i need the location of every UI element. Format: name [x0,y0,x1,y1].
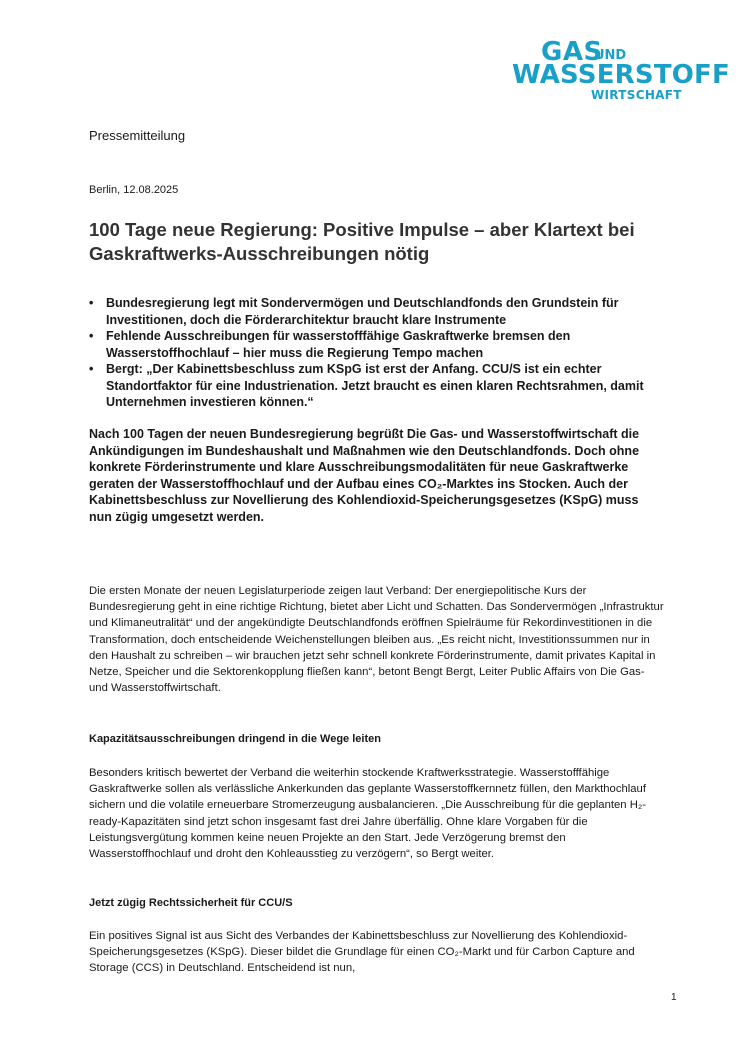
logo-line-wirtschaft: WIRTSCHAFT [591,88,682,102]
company-logo [512,37,730,108]
lead-paragraph: Nach 100 Tagen der neuen Bundesregierung begrüßt Die Gas- und Wasserstoffwirtschaft die Ankündigungen im Bundeshaushalt und Maßnahmen wie den Deutschlandfonds. Doch ohne konkrete Förderinstrumente und klare Ausschreibungsmodalitäten für neue Gaskraftwerke geraten der Wasserstoffhochlauf und der Aufbau eines CO₂-Marktes ins Stocken. Auch der Kabinettsbeschluss zur Novellierung des Kohlendioxid-Speicherungsgesetzes (KSpG) muss nun zügig umgesetzt werden. [89,427,640,524]
key-point: • Bergt: „Der Kabinettsbeschluss zum KSpG ist erst der Anfang. CCU/S ist ein echter Standortfaktor für eine Industrienation. Jetzt braucht es einen klaren Rechtsrahmen, damit Unternehmen investieren können.“ [89,361,669,411]
logo-line-wasserstoff: WASSERSTOFF [512,60,730,90]
key-point: • Fehlende Ausschreibungen für wasserstofffähige Gaskraftwerke bremsen den Wasserstoffhochlauf – hier muss die Regierung Tempo machen [89,328,669,361]
page-title: 100 Tage neue Regierung: Positive Impulse – aber Klartext bei Gaskraftwerks-Ausschreibungen nötig [89,219,635,264]
key-points-list [89,295,669,411]
logo-line-und: UND [594,48,627,63]
section-heading: Kapazitätsausschreibungen dringend in die Wege leiten [89,733,381,745]
logo-line-gas: GAS [541,37,603,67]
date-line: Berlin, 12.08.2025 [89,184,179,196]
body-paragraph: Besonders kritisch bewertet der Verband die weiterhin stockende Kraftwerksstrategie. Wasserstofffähige Gaskraftwerke sollen als verlässliche Ankerkunden das geplante Wasserstoffkernnetz füllen, den Markthochlauf sichern und die volatile erneuerbare Stromerzeugung ausbalancieren. „Die Ausschreibung für die geplanten H₂-ready-Kapazitäten sind jetzt schon insgesamt fast drei Jahre überfällig. Ohne klare Vorgaben für die Leistungsvergütung kommen keine neuen Projekte an den Start. Jede Verzögerung bremst den Wasserstoffhochlauf und droht den Kohleausstieg zu verzögern“, so Bergt weiter. [89,767,647,861]
body-paragraph: Die ersten Monate der neuen Legislaturperiode zeigen laut Verband: Der energiepolitische Kurs der Bundesregierung geht in eine richtige Richtung, bietet aber Licht und Schatten. Das Sondervermögen „Infrastruktur und Klimaneutralität“ und der angekündigte Deutschlandfonds eröffnen Spielräume für Rekordinvestitionen in die Transformation, doch entscheidende Weichenstellungen bleiben aus. „Es reicht nicht, Investitionssummen nur in den Haushalt zu schreiben – wir brauchen jetzt sehr schnell konkrete Förderinstrumente, damit privates Kapital in Netze, Speicher und die Sektorenkopplung fließen kann“, betont Bengt Bergt, Leiter Public Affairs von Die Gas- und Wasserstoffwirtschaft. [89,585,664,695]
page-number: 1 [671,992,677,1003]
document-type: Pressemitteilung [89,128,186,143]
body-paragraph: Ein positives Signal ist aus Sicht des Verbandes der Kabinettsbeschluss zur Novellierung des Kohlendioxid-Speicherungsgesetzes (KSpG). Dieser bildet die Grundlage für einen CO₂-Markt und für Carbon Capture and Storage (CCS) in Deutschland. Entscheidend ist nun, [89,930,635,975]
section-heading: Jetzt zügig Rechtssicherheit für CCU/S [89,897,293,909]
key-point: • Bundesregierung legt mit Sondervermögen und Deutschlandfonds den Grundstein für Investitionen, doch die Förderarchitektur braucht klare Instrumente [89,295,669,328]
